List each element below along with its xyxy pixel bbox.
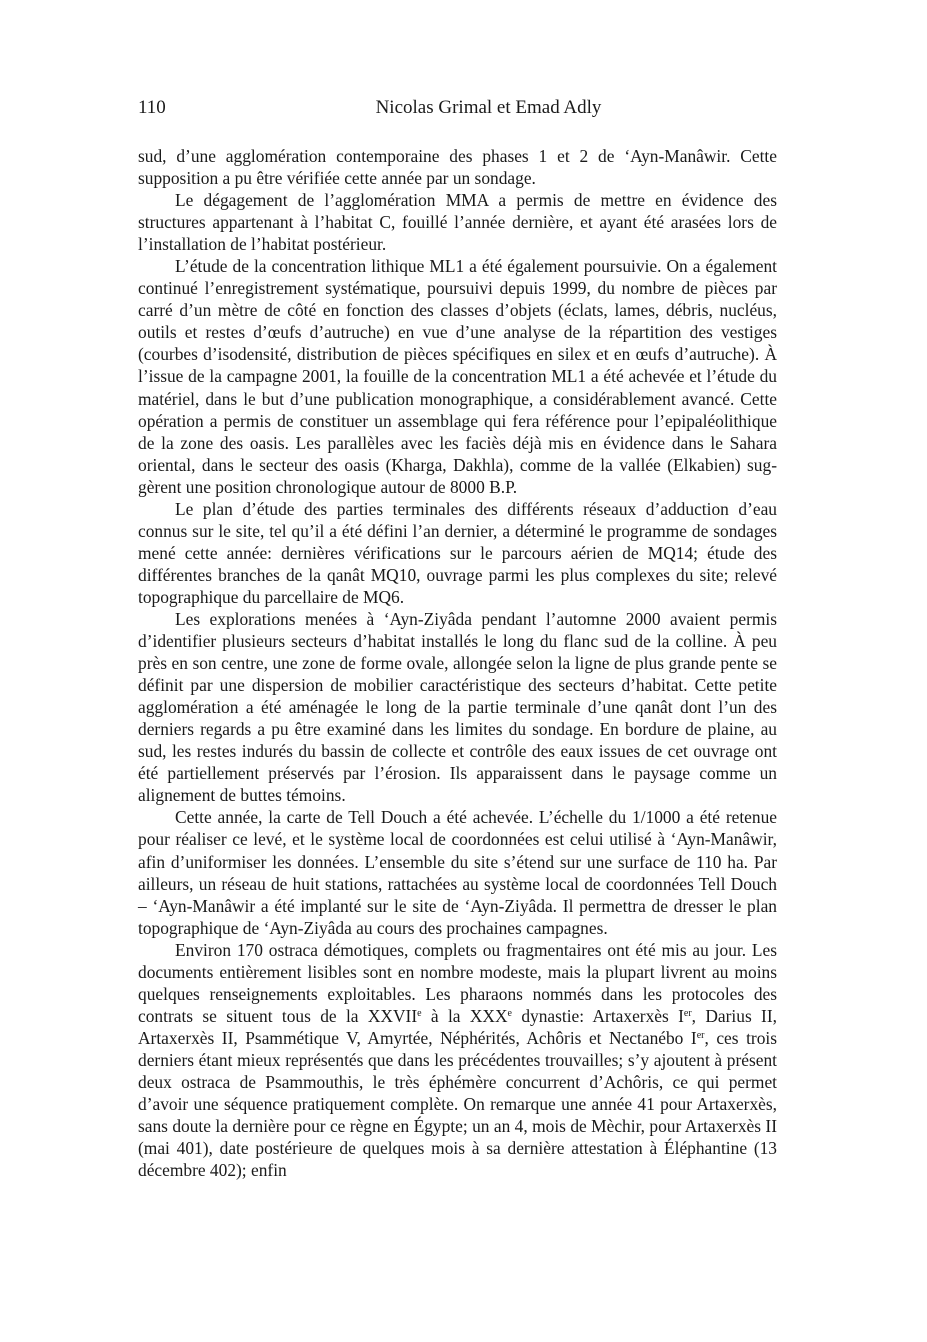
paragraph-5: Les explorations menées à ‘Ayn-Ziyâda pendant l’automne 2000 avaient permis d’identifier plusieurs secteurs d’habitat installés le long du flanc sud de la colline. À peu près en son centre, une zone de forme ovale, allongée selon la ligne de plus grande pente se définit par une dispersion de mobilier caractéristique des secteurs d’habitat. Cette petite agglomération a été aménagée le long de la partie terminale d’une qanât dont l’un des derniers regards a pu être examiné dans les limites du sondage. En bordure de plaine, au sud, les restes indurés du bassin de collecte et contrôle des eaux issues de cet ouvrage ont été partiellement préservés par l’érosion. Ils apparaissent dans le paysage comme un alignement de buttes témoins.	[138, 608, 777, 806]
paragraph-3: L’étude de la concentration lithique ML1 a été également poursuivie. On a également continué l’enregistrement systématique, poursuivi depuis 1999, du nombre de pièces par carré d’un mètre de côté en fonction des classes d’objets (éclats, lames, débris, nucléus, outils et restes d’œufs d’autruche) en vue d’une analyse de la répartition des vestiges (courbes d’isodensité, distribution de pièces spécifiques en silex et en œufs d’autruche). À l’issue de la campagne 2001, la fouille de la concentration ML1 a été achevée et l’étude du matériel, dans le but d’une publication monographique, a considérablement avancé. Cette opération a permis de constituer un assemblage qui fera référence pour l’epipaléolithique de la zone des oasis. Les parallèles avec les faciès déjà mis en évidence dans le Sahara oriental, dans le secteur des oasis (Kharga, Dakhla), comme de la vallée (Elkabien) suggèrent une position chronologique autour de 8000 B.P.	[138, 256, 777, 497]
running-head: Nicolas Grimal et Emad Adly	[375, 97, 602, 118]
paragraph-1: sud, d’une agglomération contemporaine des phases 1 et 2 de ‘Ayn-Manâwir. Cette supposition a pu être vérifiée cette année par un sondage.	[138, 146, 777, 189]
paragraph-7-text-3: dynastie: Artaxerxès I	[511, 1005, 684, 1026]
paragraph-7-text-4: , Darius II, Artaxerxès II, Psammétique V, Amyrtée, Néphérités, Achôris et Nectanébo I	[138, 1005, 777, 1048]
paragraph-7	[138, 939, 777, 1182]
body-text	[138, 145, 777, 1181]
paragraph-7-text-1: Environ 170 ostraca démotiques, complets ou fragmentaires ont été mis au jour. Les documents entièrement lisibles sont en nombre modeste, mais la plupart livrent au moins quelques renseignements exploitables. Les pharaons nommés dans les protocoles des contrats se situent tous de la XXVII	[138, 939, 777, 1026]
superscript-er: er	[696, 1029, 705, 1041]
superscript-e: e	[417, 1007, 422, 1019]
paragraph-7-text-2: à la XXX	[421, 1005, 508, 1026]
superscript-e: e	[507, 1007, 512, 1019]
superscript-er: er	[683, 1007, 692, 1019]
paragraph-6: Cette année, la carte de Tell Douch a été achevée. L’échelle du 1/1000 a été retenue pour réaliser ce levé, et le système local de coordonnées est celui utilisé à ‘Ayn-Manâwir, afin d’uniformiser les données. L’ensemble du site s’étend sur une surface de 110 ha. Par ailleurs, un réseau de huit stations, rattachées au système local de coordonnées Tell Douch – ‘Ayn-Manâwir a été implanté sur le site de ‘Ayn-Ziyâda. Il permettra de dresser le plan topographique de ‘Ayn-Ziyâda au cours des prochaines campagnes.	[138, 807, 777, 938]
paragraph-4: Le plan d’étude des parties terminales des différents réseaux d’adduction d’eau connus sur le site, tel qu’il a été défini l’an dernier, a déterminé le programme de sondages mené cette année: dernières vérifications sur le parcours aérien de MQ14; étude des différentes branches de la qanât MQ10, ouvrage parmi les plus complexes du site; relevé topographique du parcellaire de MQ6.	[138, 498, 777, 607]
paragraph-7-text-5: , ces trois derniers étant mieux représentés que dans les précédentes trouvailles; s’y ajoutent à présent deux ostraca de Psammouthis, le très éphémère concurrent d’Achôris, ce qui permet d’avoir une séquence pratiquement complète. On remarque une année 41 pour Artaxerxès, sans doute la dernière pour ce règne en Égypte; un an 4, mois de Mèchir, pour Artaxerxès II (mai 401), date postérieure de quelques mois à sa dernière attestation à Éléphantine (13 décembre 402); enfin	[138, 1027, 777, 1181]
paragraph-2: Le dégagement de l’agglomération MMA a permis de mettre en évidence des structures appartenant à l’habitat C, fouillé l’année dernière, et ayant été arasées lors de l’installation de l’habitat postérieur.	[138, 190, 777, 255]
page-number: 110	[138, 97, 166, 118]
